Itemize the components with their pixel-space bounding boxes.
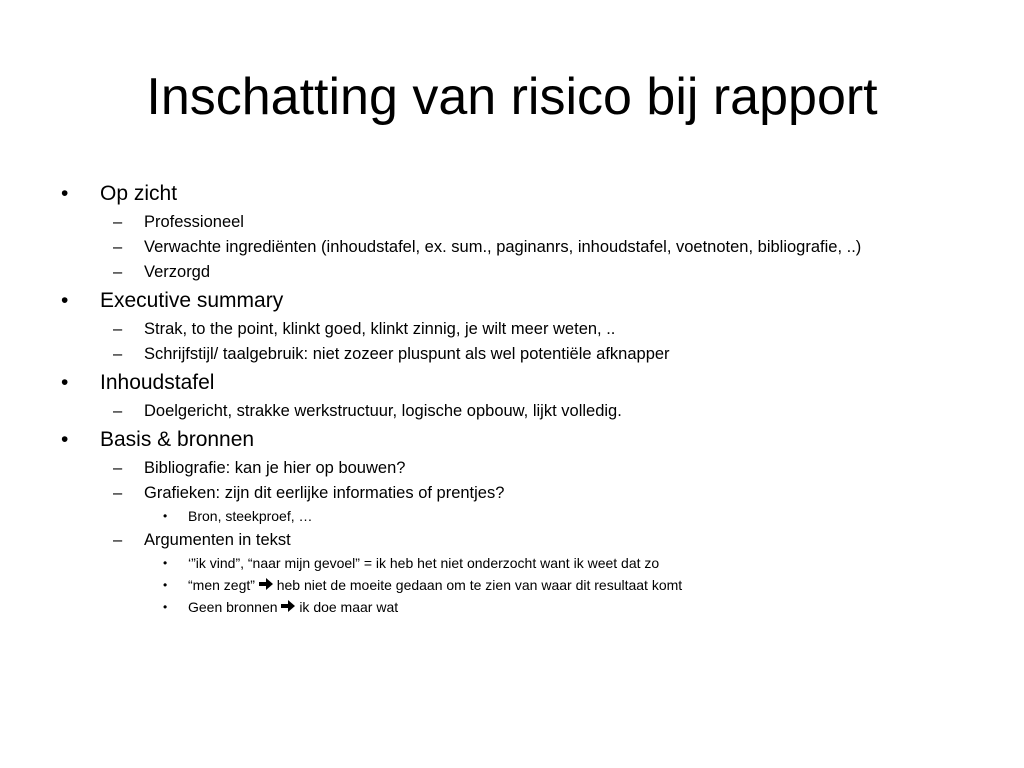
bullet-marker: • xyxy=(163,578,168,592)
bullet-marker: • xyxy=(61,428,69,451)
sub-item-text: Verwachte ingrediënten (inhoudstafel, ex. sum., paginanrs, inhoudstafel, voetnoten, bibliografie, ..) xyxy=(144,238,862,256)
sub-sub-item xyxy=(56,507,936,526)
sub-sub-item-text-after: heb niet de moeite gedaan om te zien van waar dit resultaat komt xyxy=(276,577,683,593)
right-arrow-icon xyxy=(281,598,295,617)
sub-item xyxy=(56,401,936,422)
sub-item xyxy=(56,319,936,340)
sub-sub-item xyxy=(56,554,936,573)
bullet-executive-summary xyxy=(56,287,936,315)
dash-marker: – xyxy=(113,459,123,477)
bullet-marker: • xyxy=(163,556,168,570)
dash-marker: – xyxy=(113,484,123,502)
bullet-basis-bronnen xyxy=(56,426,936,454)
sub-item-text: Professioneel xyxy=(144,213,244,231)
sub-item xyxy=(56,483,936,504)
sub-item-text: Bibliografie: kan je hier op bouwen? xyxy=(144,459,406,477)
bullet-label: Op zicht xyxy=(100,182,178,205)
dash-marker: – xyxy=(113,213,123,231)
dash-marker: – xyxy=(113,531,123,549)
slide-title: Inschatting van risico bij rapport xyxy=(146,68,878,126)
slide-content xyxy=(56,180,936,617)
right-arrow-icon xyxy=(259,576,273,595)
bullet-marker: • xyxy=(163,600,168,614)
sub-item xyxy=(56,530,936,551)
dash-marker: – xyxy=(113,263,123,281)
bullet-marker: • xyxy=(61,182,69,205)
dash-marker: – xyxy=(113,320,123,338)
bullet-op-zicht xyxy=(56,180,936,208)
sub-item xyxy=(56,458,936,479)
sub-sub-item xyxy=(56,598,936,617)
sub-sub-item-text-before: Geen bronnen xyxy=(188,599,278,615)
bullet-marker: • xyxy=(61,371,69,394)
sub-sub-item-text-after: ik doe maar wat xyxy=(299,599,399,615)
sub-item xyxy=(56,212,936,233)
bullet-inhoudstafel xyxy=(56,369,936,397)
dash-marker: – xyxy=(113,402,123,420)
sub-item xyxy=(56,237,936,258)
bullet-label: Executive summary xyxy=(100,289,284,312)
sub-sub-item-text-before: “men zegt” xyxy=(188,577,255,593)
sub-item-text: Doelgericht, strakke werkstructuur, logische opbouw, lijkt volledig. xyxy=(144,402,622,420)
dash-marker: – xyxy=(113,238,123,256)
bullet-label: Inhoudstafel xyxy=(100,371,215,394)
bullet-marker: • xyxy=(61,289,69,312)
sub-item-text: Schrijfstijl/ taalgebruik: niet zozeer pluspunt als wel potentiële afknapper xyxy=(144,345,670,363)
sub-sub-item xyxy=(56,576,936,595)
sub-sub-item-text: ‘”ik vind”, “naar mijn gevoel” = ik heb het niet onderzocht want ik weet dat zo xyxy=(188,555,660,571)
sub-item xyxy=(56,262,936,283)
sub-sub-item-text: Bron, steekproef, … xyxy=(188,508,313,524)
dash-marker: – xyxy=(113,345,123,363)
bullet-marker: • xyxy=(163,509,168,523)
sub-item-text: Strak, to the point, klinkt goed, klinkt zinnig, je wilt meer weten, .. xyxy=(144,320,616,338)
sub-item-text: Argumenten in tekst xyxy=(144,531,291,549)
sub-item-text: Verzorgd xyxy=(144,263,211,281)
sub-item xyxy=(56,344,936,365)
bullet-label: Basis & bronnen xyxy=(100,428,255,451)
sub-item-text: Grafieken: zijn dit eerlijke informaties of prentjes? xyxy=(144,484,505,502)
